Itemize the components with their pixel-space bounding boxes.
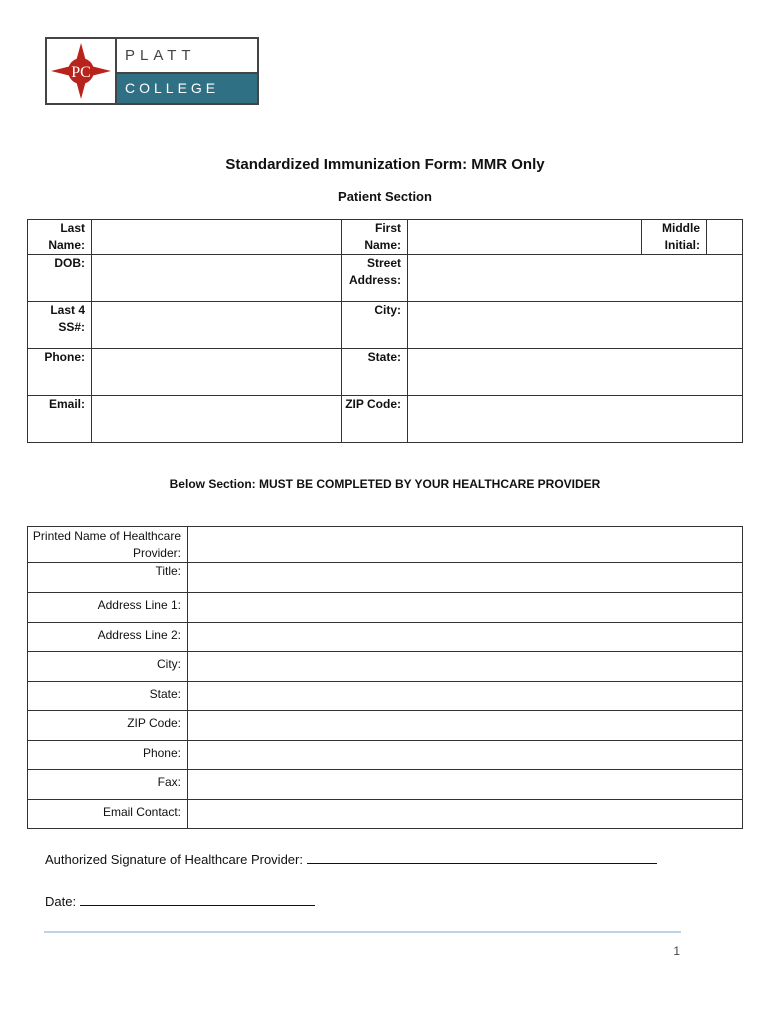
date-row [45,891,315,909]
patient-table [27,219,743,443]
patient-section-heading: Patient Section [338,189,432,204]
platt-college-logo [45,37,259,105]
last-name-label: Last Name: [28,220,92,255]
city-field[interactable] [408,302,743,349]
last-name-field[interactable] [92,220,342,255]
phone-field[interactable] [92,349,342,396]
first-name-field[interactable] [408,220,642,255]
email-label: Email: [28,396,92,443]
form-title: Standardized Immunization Form: MMR Only [225,156,545,173]
provider-email-field[interactable] [188,800,743,829]
date-line[interactable] [80,891,315,906]
page-number: 1 [673,944,680,958]
logo-platt: PLATT [117,39,257,74]
provider-state-field[interactable] [188,682,743,711]
dob-label: DOB: [28,255,92,302]
provider-table [27,526,743,829]
phone-label: Phone: [28,349,92,396]
provider-zip-field[interactable] [188,711,743,741]
address-line-2-field[interactable] [188,623,743,652]
state-field[interactable] [408,349,743,396]
zip-label: ZIP Code: [342,396,408,443]
provider-city-field[interactable] [188,652,743,682]
provider-fax-field[interactable] [188,770,743,800]
address-line-1-label: Address Line 1: [28,593,188,623]
signature-line[interactable] [307,849,657,864]
title-label: Title: [28,563,188,593]
ssn-label: Last 4 SS#: [28,302,92,349]
ssn-field[interactable] [92,302,342,349]
date-label: Date: [45,894,77,909]
zip-field[interactable] [408,396,743,443]
provider-section-heading: Below Section: MUST BE COMPLETED BY YOUR HEALTHCARE PROVIDER [169,477,601,491]
provider-state-label: State: [28,682,188,711]
first-name-label: First Name: [342,220,408,255]
monogram-text: PC [71,64,91,81]
dob-field[interactable] [92,255,342,302]
provider-fax-label: Fax: [28,770,188,800]
provider-zip-label: ZIP Code: [28,711,188,741]
middle-initial-label: Middle Initial: [642,220,707,255]
provider-phone-label: Phone: [28,741,188,770]
provider-email-label: Email Contact: [28,800,188,829]
provider-phone-field[interactable] [188,741,743,770]
address-line-1-field[interactable] [188,593,743,623]
signature-label: Authorized Signature of Healthcare Provider: [45,852,303,867]
footer-divider [44,931,681,933]
street-address-label: Street Address: [342,255,408,302]
state-label: State: [342,349,408,396]
provider-name-label: Printed Name of Healthcare Provider: [28,527,188,563]
street-address-field[interactable] [408,255,743,302]
star-monogram-icon [47,39,117,103]
middle-initial-field[interactable] [707,220,743,255]
signature-row [45,849,657,867]
title-field[interactable] [188,563,743,593]
address-line-2-label: Address Line 2: [28,623,188,652]
logo-college: COLLEGE [117,74,257,103]
email-field[interactable] [92,396,342,443]
provider-name-field[interactable] [188,527,743,563]
provider-city-label: City: [28,652,188,682]
city-label: City: [342,302,408,349]
